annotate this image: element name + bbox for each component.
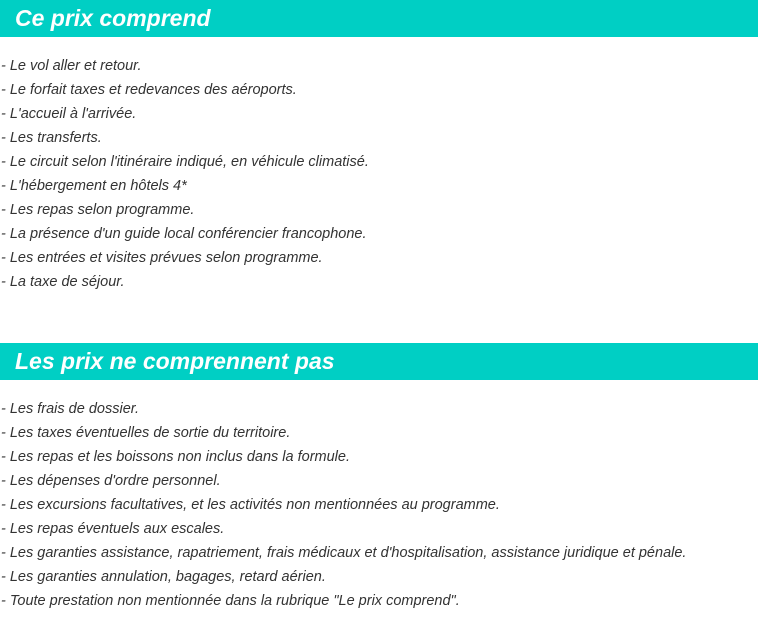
list-item: - Les garanties assistance, rapatriement, frais médicaux et d'hospitalisation, assistance juridique et pénale. [1, 545, 687, 561]
section-header-included: Ce prix comprend [0, 0, 758, 37]
list-item: - Les repas selon programme. [1, 202, 195, 218]
list-item: - Les repas et les boissons non inclus dans la formule. [1, 449, 350, 465]
list-item: - L'accueil à l'arrivée. [1, 106, 137, 122]
list-item: - Les dépenses d'ordre personnel. [1, 473, 221, 489]
list-item: - Les garanties annulation, bagages, retard aérien. [1, 569, 326, 585]
list-item: - Les transferts. [1, 130, 102, 146]
list-item: - Le circuit selon l'itinéraire indiqué, en véhicule climatisé. [1, 154, 369, 170]
list-item: - La présence d'un guide local conférencier francophone. [1, 226, 367, 242]
list-item: - Les excursions facultatives, et les activités non mentionnées au programme. [1, 497, 500, 513]
list-item: - L'hébergement en hôtels 4* [1, 178, 187, 194]
list-item: - La taxe de séjour. [1, 274, 125, 290]
excluded-list [0, 397, 758, 613]
section-header-excluded: Les prix ne comprennent pas [0, 343, 758, 380]
list-item: - Le forfait taxes et redevances des aéroports. [1, 82, 297, 98]
list-item: - Toute prestation non mentionnée dans la rubrique "Le prix comprend". [1, 593, 460, 609]
list-item: - Les taxes éventuelles de sortie du territoire. [1, 425, 291, 441]
included-list [0, 54, 758, 294]
list-item: - Les frais de dossier. [1, 401, 140, 417]
list-item: - Le vol aller et retour. [1, 58, 142, 74]
list-item: - Les entrées et visites prévues selon programme. [1, 250, 323, 266]
list-item: - Les repas éventuels aux escales. [1, 521, 225, 537]
